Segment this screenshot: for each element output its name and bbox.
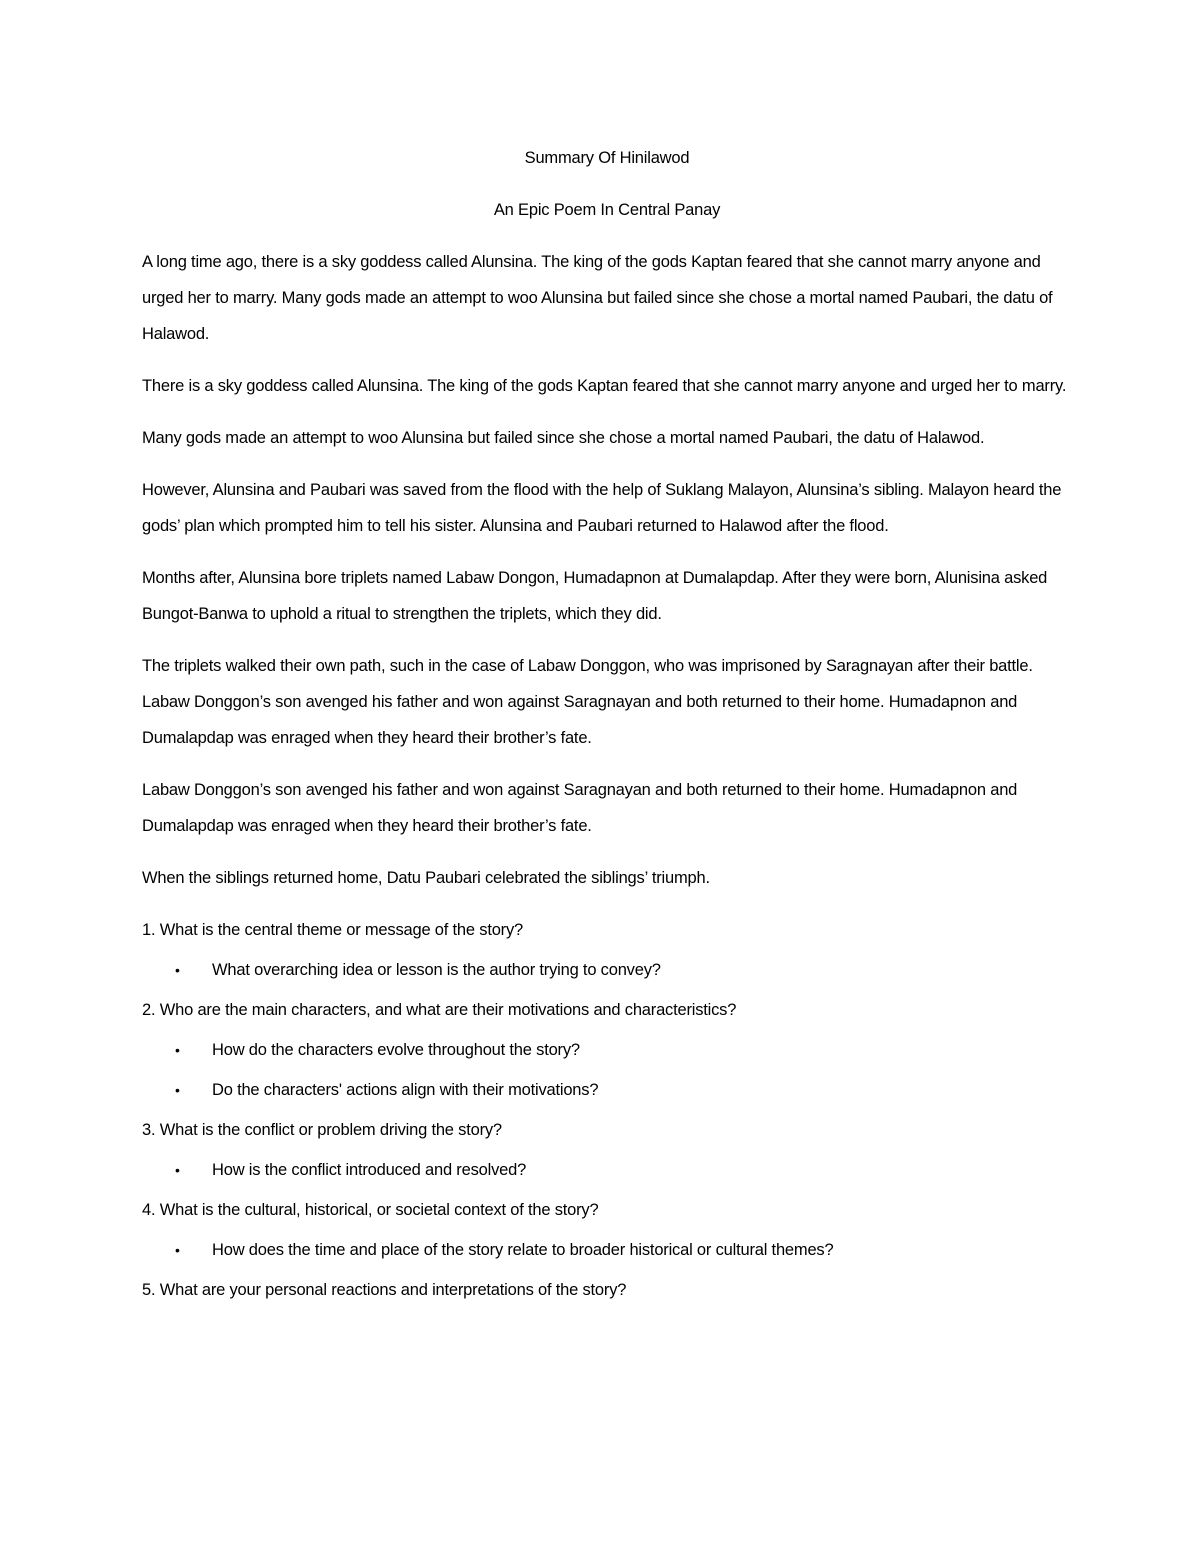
sub-question bbox=[142, 1232, 1072, 1268]
question-2: 2. Who are the main characters, and what are their motivations and characteristics? bbox=[142, 1001, 737, 1019]
bullet-icon: • bbox=[175, 1242, 180, 1258]
paragraph: Months after, Alunsina bore triplets named Labaw Dongon, Humadapnon at Dumalapdap. After they were born, Alunisina asked Bungot-Banwa to uphold a ritual to strengthen the triplets, which they did. bbox=[142, 569, 1048, 623]
question-4-subquestions bbox=[142, 1232, 1072, 1268]
question-3: 3. What is the conflict or problem driving the story? bbox=[142, 1121, 502, 1139]
document-subtitle: An Epic Poem In Central Panay bbox=[493, 201, 721, 219]
question-4: 4. What is the cultural, historical, or societal context of the story? bbox=[142, 1201, 599, 1219]
question-1: 1. What is the central theme or message of the story? bbox=[142, 921, 524, 939]
sub-question bbox=[142, 1032, 1072, 1068]
sub-question bbox=[142, 1152, 1072, 1188]
paragraph: When the siblings returned home, Datu Paubari celebrated the siblings’ triumph. bbox=[142, 869, 710, 887]
paragraph: Labaw Donggon’s son avenged his father and won against Saragnayan and both returned to their home. Humadapnon and Dumalapdap was enraged when they heard their brother’s fate. bbox=[142, 781, 1018, 835]
paragraph: There is a sky goddess called Alunsina. The king of the gods Kaptan feared that she cannot marry anyone and urged her to marry. bbox=[142, 377, 1067, 395]
paragraph: Many gods made an attempt to woo Alunsina but failed since she chose a mortal named Paubari, the datu of Halawod. bbox=[142, 429, 985, 447]
question-5: 5. What are your personal reactions and interpretations of the story? bbox=[142, 1281, 627, 1299]
sub-question-text: What overarching idea or lesson is the author trying to convey? bbox=[212, 961, 661, 979]
sub-question-text: Do the characters' actions align with their motivations? bbox=[212, 1081, 599, 1099]
paragraph: A long time ago, there is a sky goddess called Alunsina. The king of the gods Kaptan feared that she cannot marry anyone and urged her to marry. Many gods made an attempt to woo Alunsina but failed since she chose a mortal named Paubari, the datu of Halawod. bbox=[142, 253, 1053, 343]
document-page bbox=[142, 140, 1072, 1312]
paragraph: The triplets walked their own path, such in the case of Labaw Donggon, who was imprisoned by Saragnayan after their battle. Labaw Donggon’s son avenged his father and won against Saragnayan and both returned to their home. Humadapnon and Dumalapdap was enraged when they heard their brother’s fate. bbox=[142, 657, 1033, 747]
sub-question-text: How do the characters evolve throughout the story? bbox=[212, 1041, 580, 1059]
question-1-subquestions bbox=[142, 952, 1072, 988]
sub-question bbox=[142, 1072, 1072, 1108]
bullet-icon: • bbox=[175, 1042, 180, 1058]
paragraph: However, Alunsina and Paubari was saved from the flood with the help of Suklang Malayon, Alunsina’s sibling. Malayon heard the gods’ plan which prompted him to tell his sister. Alunsina and Paubari returned to Halawod after the flood. bbox=[142, 481, 1062, 535]
sub-question-text: How is the conflict introduced and resolved? bbox=[212, 1161, 527, 1179]
bullet-icon: • bbox=[175, 1082, 180, 1098]
question-2-subquestions bbox=[142, 1032, 1072, 1108]
bullet-icon: • bbox=[175, 1162, 180, 1178]
sub-question bbox=[142, 952, 1072, 988]
bullet-icon: • bbox=[175, 962, 180, 978]
document-title: Summary Of Hinilawod bbox=[524, 149, 690, 167]
question-3-subquestions bbox=[142, 1152, 1072, 1188]
sub-question-text: How does the time and place of the story relate to broader historical or cultural themes? bbox=[212, 1241, 834, 1259]
